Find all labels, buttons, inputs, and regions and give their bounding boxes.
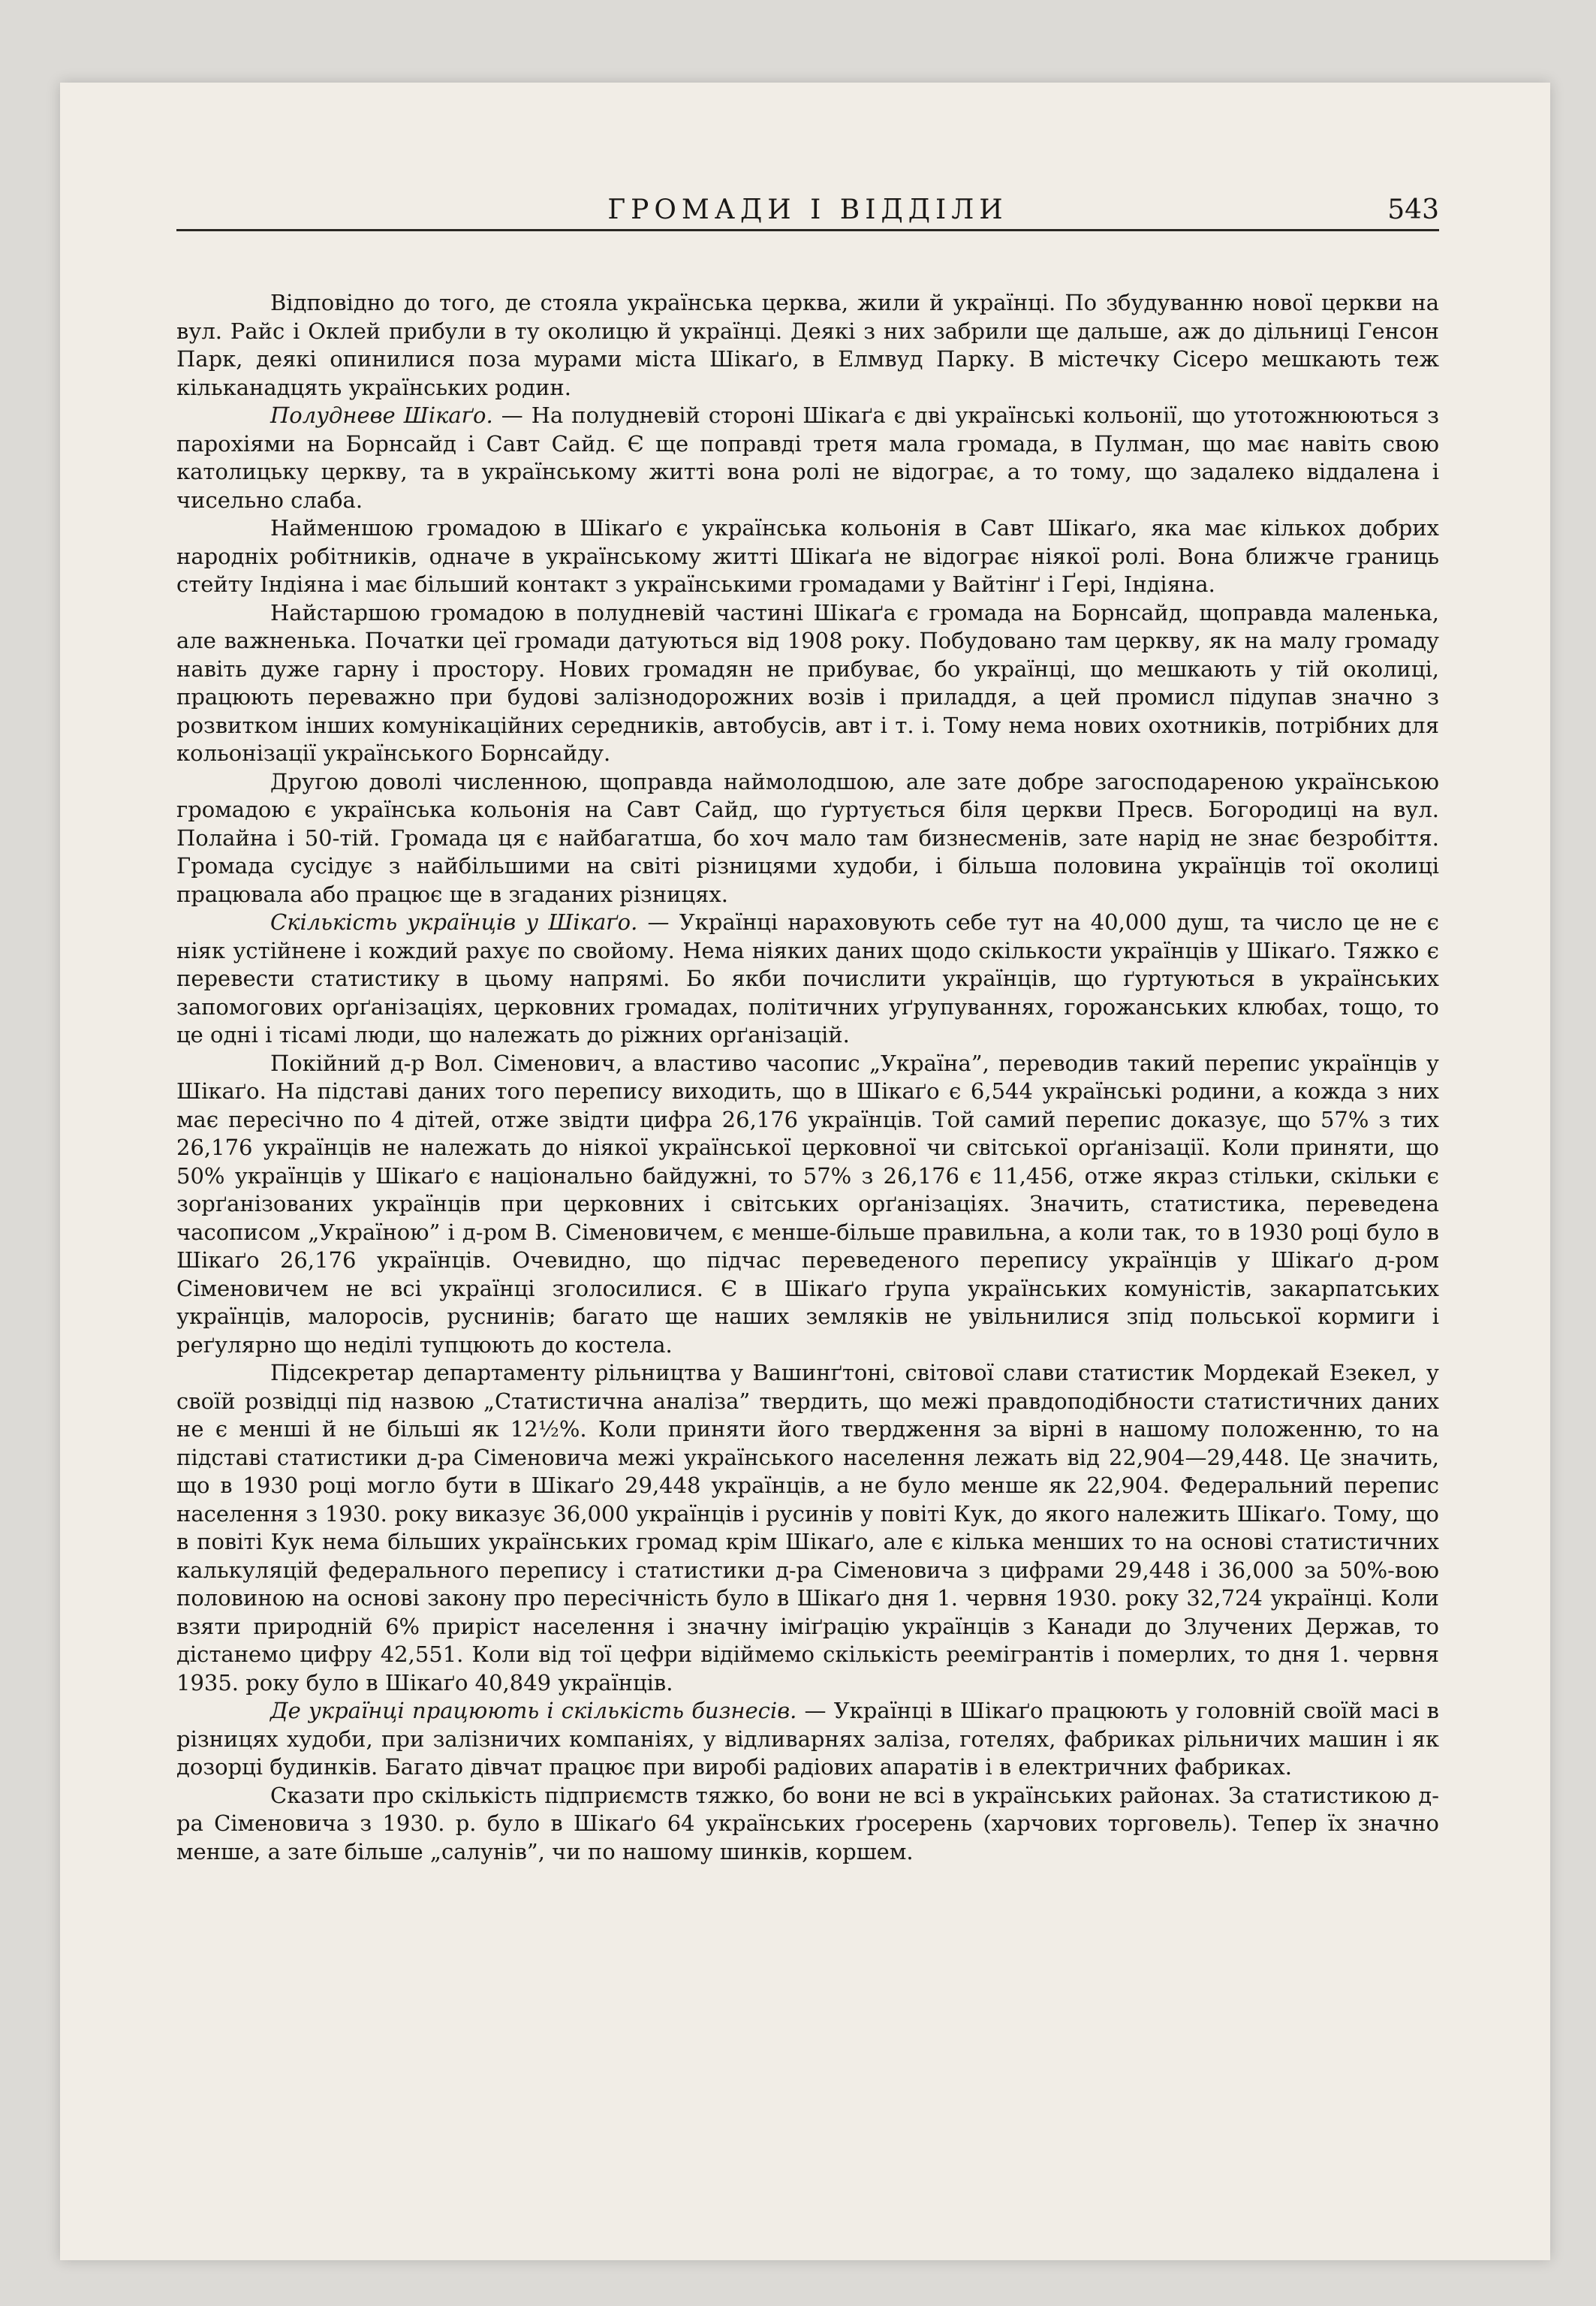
section-heading: Полудневе Шікаґо.: [270, 402, 493, 428]
paragraph: [176, 514, 1439, 599]
paragraph: [176, 402, 1439, 514]
paragraph-text: Підсекретар департаменту рільництва у Вашинґтоні, світової слави статистик Мордекай Езекел, у своїй розвідці під назвою „Статистична аналіза” твердить, що межі правдоподібности статистичних даних не є менші й не більші як 12½%. Коли приняти його твердження за вірні в нашому положенню, то на підставі статистики д-ра Сіменовича межі українського населення лежать від 22,904—29,448. Це значить, що в 1930 році могло бути в Шікаґо 29,448 українців, а не було менше як 22,904. Федеральний перепис населення з 1930. року виказує 36,000 українців і русинів у повіті Кук, до якого належить Шікаґо. Тому, що в повіті Кук нема більших українських громад крім Шікаґо, але є кілька менших то на основі статистичних калькуляцій федерального перепису і статистики д-ра Сіменовича з цифрами 29,448 і 36,000 за 50%-вою половиною на основі закону про пересічність було в Шікаґо дня 1. червня 1930. року 32,724 українці. Коли взяти природній 6% приріст населення і значну іміґрацію українців з Канади до Злучених Держав, то дістанемо цифру 42,551. Коли від тої цефри відіймемо скількість реемігрантів і померлих, то дня 1. червня 1935. року було в Шікаґо 40,849 українців.: [176, 1360, 1439, 1696]
running-head: ГРОМАДИ І ВІДДІЛИ: [607, 194, 1008, 225]
page-number: 543: [1387, 194, 1439, 225]
paragraph: [176, 1697, 1439, 1782]
paragraph: [176, 599, 1439, 768]
paragraph: [176, 1359, 1439, 1697]
paragraph-text: — Українці в Шікаґо працюють у головній своїй масі в різницях худоби, при залізничих компаніях, у відливарнях заліза, готелях, фабриках рільничих машин і як дозорці будинків. Багато дівчат працює при виробі радіових апаратів і в електричних фабриках.: [176, 1698, 1439, 1780]
paragraph: [176, 768, 1439, 909]
paragraph-text: Найстаршою громадою в полудневій частині Шікаґа є громада на Борнсайд, щоправда маленька, але важненька. Початки цеї громади датуються від 1908 року. Побудовано там церкву, як на малу громаду навіть дуже гарну і простору. Нових громадян не прибуває, бо українці, що мешкають у тій околиці, працюють переважно при будові залізнодорожних возів і приладдя, а цей промисл підупав значно з розвитком інших комунікаційних середників, автобусів, авт і т. і. Тому нема нових охотників, потрібних для кольонізації українського Борнсайду.: [176, 599, 1439, 766]
paragraph-text: Другою доволі численною, щоправда наймолодшою, але зате добре загосподареною українською громадою є українська кольонія на Савт Сайд, що ґуртується біля церкви Пресв. Богородиці на вул. Полайна і 50-тій. Громада ця є найбагатша, бо хоч мало там бизнесменів, зате нарід не знає безробіття. Громада сусідує з найбільшими на світі різницями худоби, і більша половина українців тої околиці працювала або працює ще в згаданих різницях.: [176, 768, 1439, 907]
paragraph-text: — На полудневій стороні Шікаґа є дві українські кольонії, що утотожнюються з парохіями на Борнсайд і Савт Сайд. Є ще поправді третя мала громада, в Пулман, що має навіть свою католицьку церкву, та в українському житті вона ролі не відограє, а то тому, що задалеко віддалена і чисельно слаба.: [176, 402, 1439, 513]
paragraph-text: Відповідно до того, де стояла українська церква, жили й українці. По збудуванню нової церкви на вул. Райс і Оклей прибули в ту околицю й українці. Деякі з них забрили ще дальше, аж до дільниці Генсон Парк, деякі опинилися поза мурами міста Шікаґо, в Елмвуд Парку. В містечку Сісеро мешкають теж кільканадцять українських родин.: [176, 290, 1439, 400]
body-text: [176, 289, 1439, 1866]
paragraph: [176, 1050, 1439, 1360]
page-header: [176, 191, 1439, 231]
paragraph-text: Покійний д-р Вол. Сіменович, а властиво часопис „Україна”, переводив такий перепис українців у Шікаґо. На підставі даних того перепису виходить, що в Шікаґо є 6,544 українські родини, а кожда з них має пересічно по 4 дітей, отже звідти цифра 26,176 українців. Той самий перепис доказує, що 57% з тих 26,176 українців не належать до ніякої української церковної чи світської орґанізації. Коли приняти, що 50% українців у Шікаґо є національно байдужні, то 57% з 26,176 є 11,456, отже якраз стільки, скільки є зорґанізованих українців при церковних і світських орґанізаціях. Значить, статистика, переведена часописом „Україною” і д-ром В. Сіменовичем, є менше-більше правильна, а коли так, то в 1930 році було в Шікаґо 26,176 українців. Очевидно, що підчас переведеного перепису українців у Шікаґо д-ром Сіменовичем не всі українці зголосилися. Є в Шікаґо ґрупа українських комуністів, закарпатських українців, малоросів, руснинів; багато ще наших земляків не увільнилися зпід польської кормиги і реґулярно що неділі тупцюють до костела.: [176, 1050, 1439, 1358]
paragraph-text: Сказати про скількість підприємств тяжко, бо вони не всі в українських районах. За статистикою д-ра Сіменовича з 1930. р. було в Шікаґо 64 українських ґросерень (харчових торговель). Тепер їх значно менше, а зате більше „салунів”, чи по нашому шинків, коршем.: [176, 1782, 1439, 1864]
paragraph: [176, 289, 1439, 402]
section-heading: Скількість українців у Шікаґо.: [270, 909, 638, 935]
paragraph-text: Найменшою громадою в Шікаґо є українська кольонія в Савт Шікаґо, яка має кількох добрих народніх робітників, одначе в українському житті Шікаґа не відограє ніякої ролі. Вона ближче границь стейту Індіяна і має більший контакт з українськими громадами у Вайтінґ і Ґері, Індіяна.: [176, 515, 1439, 597]
section-heading: Де українці працюють і скількість бизнесів.: [270, 1698, 797, 1723]
paragraph: [176, 1782, 1439, 1867]
paragraph: [176, 909, 1439, 1050]
paragraph-text: — Українці нараховують себе тут на 40,000 душ, та число це не є ніяк устійнене і кождий рахує по свойому. Нема ніяких даних щодо скількости українців у Шікаґо. Тяжко є перевести статистику в цьому напрямі. Бо якби почислити українців, що ґуртуються в українських запомогових орґанізаціях, церковних громадах, політичних уґрупуваннях, горожанських клюбах, тощо, то це одні і тісамі люди, що належать до ріжних орґанізацій.: [176, 909, 1439, 1047]
